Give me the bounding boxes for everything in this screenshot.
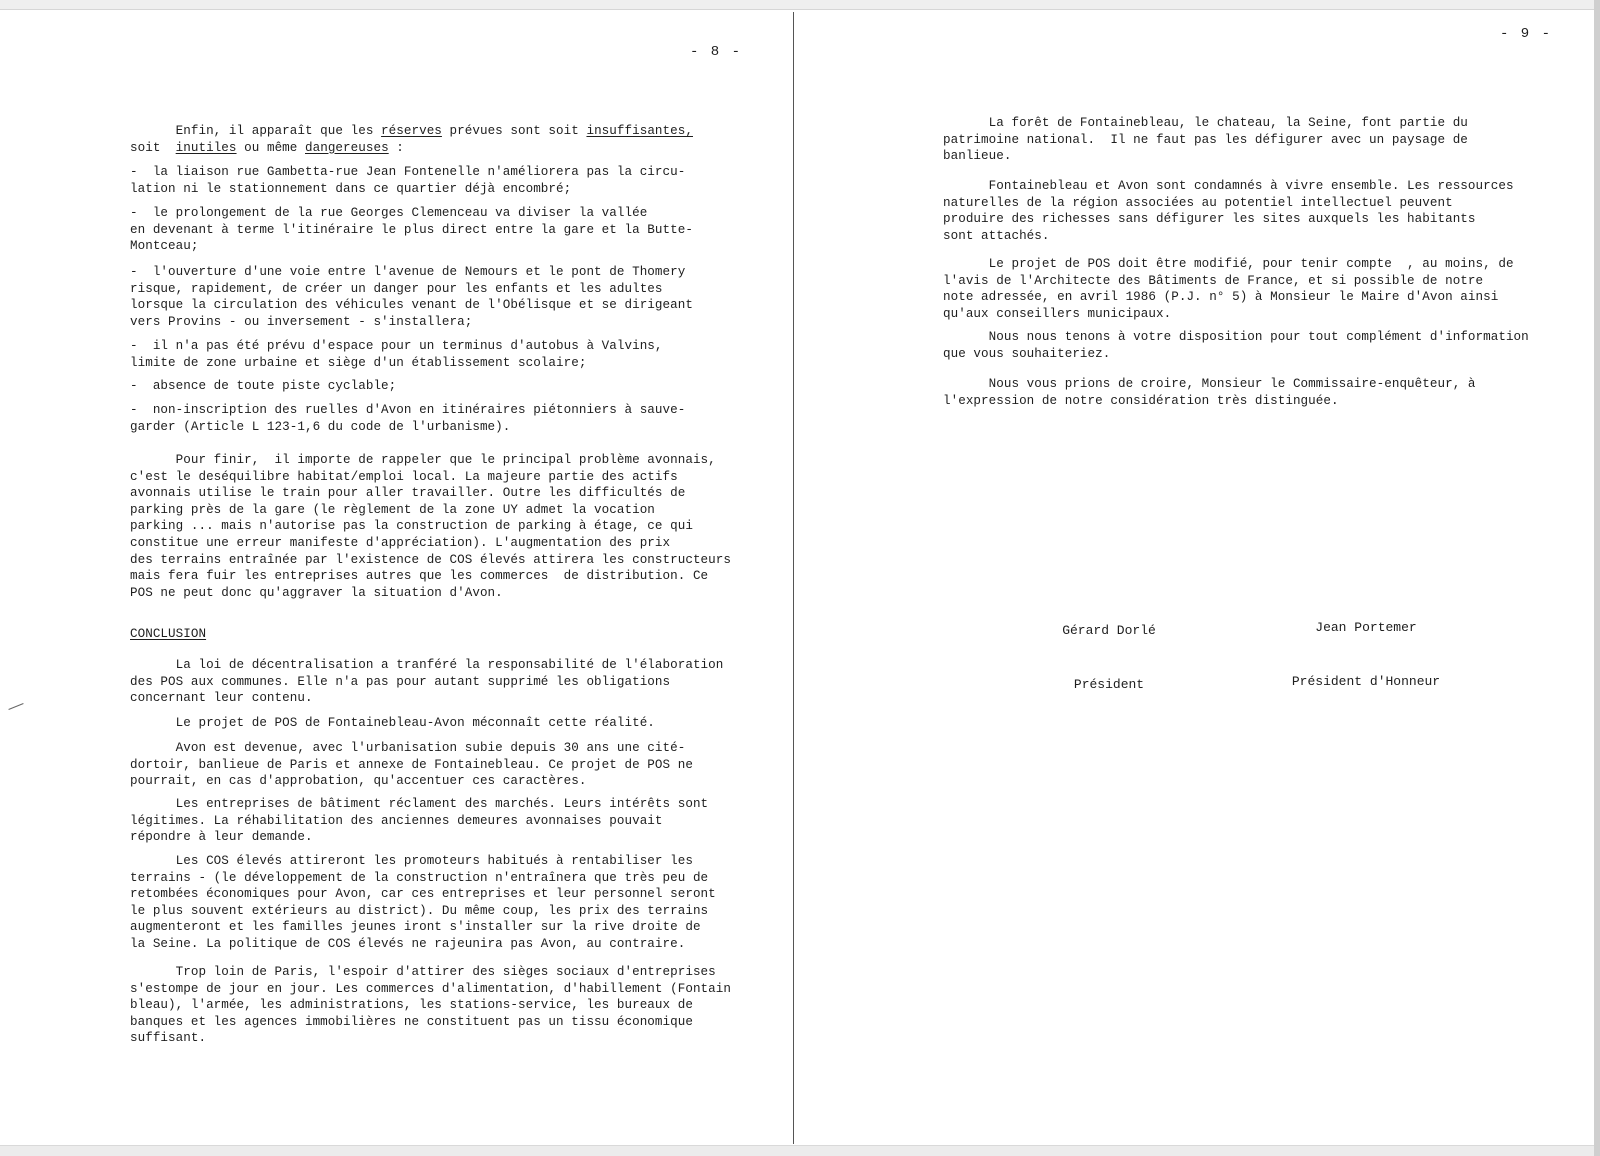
underlined-reserves: réserves — [381, 124, 442, 138]
page-number-left: - 8 - — [690, 44, 743, 60]
bullet-paragraph: - le prolongement de la rue Georges Clemenceau va diviser la vallée en devenant à terme l'itinéraire le plus direct entre la gare et la Butte- Montceau; — [130, 206, 693, 254]
page-number-right: - 9 - — [1500, 26, 1553, 42]
signatory-name: Gérard Dorlé — [1062, 623, 1156, 638]
conclusion-paragraph: Les entreprises de bâtiment réclament des marchés. Leurs intérêts sont légitimes. La réhabilitation des anciennes demeures avonnaises pouvait répondre à leur demande. — [130, 797, 709, 845]
right-paragraph: Nous nous tenons à votre disposition pour tout complément d'information que vous souhaiteriez. — [943, 330, 1529, 361]
conclusion-heading: CONCLUSION — [130, 627, 207, 641]
signature-block — [1261, 583, 1471, 727]
conclusion-paragraph: Les COS élevés attireront les promoteurs habitués à rentabiliser les terrains - (le développement de la construction n'entraînera que très peu de retombées économiques pour Avon, car ces entreprises et leur personnel seront le plus souvent extérieurs au district). Du même coup, les prix des terrains augmenteront et les familles jeunes iront s'installer sur la rive droite de la Seine. La politique de COS élevés ne rajeunira pas Avon, au contraire. — [130, 854, 716, 951]
intro-text: prévues sont soit — [441, 124, 587, 138]
right-paragraph: Fontainebleau et Avon sont condamnés à vivre ensemble. Les ressources naturelles de la région associées au potentiel intellectuel peuvent produire des richesses sans défigurer les sites auxquels les habitants sont attachés. — [943, 179, 1514, 243]
intro-text: Enfin, il apparaît que les — [130, 124, 382, 138]
bullet-paragraph: - non-inscription des ruelles d'Avon en itinéraires piétonniers à sauve- garder (Article L 123-1,6 du code de l'urbanisme). — [130, 403, 686, 434]
pour-finir-paragraph: Pour finir, il importe de rappeler que le principal problème avonnais, c'est le deséquilibre habitat/emploi local. La majeure partie des actifs avonnais utilise le train pour aller travailler. Outre les difficultés de parking près de la gare (le règlement de la zone UY admet la vocation parking ... mais n'autorise pas la construction de parking à étage, ce qui constitue une erreur manifeste d'appréciation). L'augmentation des prix des terrains entraînée par l'existence de COS élevés attirera les constructeurs mais fera fuir les entreprises autres que les commerces de distribution. Ce POS ne peut donc qu'aggraver la situation d'Avon. — [130, 453, 731, 600]
bullet-paragraph: - il n'a pas été prévu d'espace pour un terminus d'autobus à Valvins, limite de zone urbaine et siège d'un établissement scolaire; — [130, 339, 663, 370]
conclusion-paragraph: Le projet de POS de Fontainebleau-Avon méconnaît cette réalité. — [130, 716, 655, 730]
right-paragraph: Le projet de POS doit être modifié, pour tenir compte , au moins, de l'avis de l'Architecte des Bâtiments de France, et si possible de notre note adressée, en avril 1986 (P.J. n° 5) à Monsieur le Maire d'Avon ainsi qu'aux conseillers municipaux. — [943, 257, 1514, 321]
right-paragraph: La forêt de Fontainebleau, le chateau, la Seine, font partie du patrimoine national. Il ne faut pas les défigurer avec un paysage de banlieue. — [943, 116, 1468, 164]
right-paragraph: Nous vous prions de croire, Monsieur le Commissaire-enquêteur, à l'expression de notre considération très distinguée. — [943, 377, 1476, 408]
scan-bottom-edge — [0, 1145, 1600, 1156]
underlined-inutiles: inutiles — [175, 140, 237, 155]
scan-right-edge — [1594, 0, 1600, 1156]
underlined-dangereuses: dangereuses — [305, 140, 389, 155]
bullet-paragraph: - absence de toute piste cyclable; — [130, 379, 397, 393]
scan-speck — [8, 703, 23, 710]
signatory-title: Président — [1073, 677, 1145, 692]
intro-text: ou même — [236, 140, 305, 155]
bullet-paragraph: - l'ouverture d'une voie entre l'avenue de Nemours et le pont de Thomery risque, rapidement, de créer un danger pour les enfants et les adultes lorsque la circulation des véhicules venant de l'Obélisque et se dirigeant vers Provins - ou inversement - s'installera; — [130, 265, 693, 329]
intro-text: soit — [130, 140, 176, 155]
signatory-title: Président d'Honneur — [1291, 674, 1441, 689]
conclusion-paragraph: Trop loin de Paris, l'espoir d'attirer des sièges sociaux d'entreprises s'estompe de jour en jour. Les commerces d'alimentation, d'habillement (Fontain bleau), l'armée, les administrations, les stations-service, les bureaux de banques et les agences immobilières ne constituent pas un tissu économique suffisant. — [130, 965, 731, 1046]
page-fold-line — [793, 12, 794, 1144]
signature-block — [1019, 586, 1199, 730]
intro-paragraph — [130, 123, 693, 156]
conclusion-paragraph: Avon est devenue, avec l'urbanisation subie depuis 30 ans une cité- dortoir, banlieue de Paris et annexe de Fontainebleau. Ce projet de POS ne pourrait, en cas d'approbation, qu'accentuer ces caractères. — [130, 741, 693, 789]
intro-text: : — [388, 140, 404, 155]
scan-top-edge — [0, 0, 1600, 10]
underlined-insuffisantes: insuffisantes, — [586, 124, 693, 138]
bullet-paragraph: - la liaison rue Gambetta-rue Jean Fontenelle n'améliorera pas la circu- lation ni le stationnement dans ce quartier déjà encombré; — [130, 165, 686, 196]
conclusion-paragraph: La loi de décentralisation a tranféré la responsabilité de l'élaboration des POS aux communes. Elle n'a pas pour autant supprimé les obligations concernant leur contenu. — [130, 658, 724, 706]
signatory-name: Jean Portemer — [1315, 620, 1417, 635]
